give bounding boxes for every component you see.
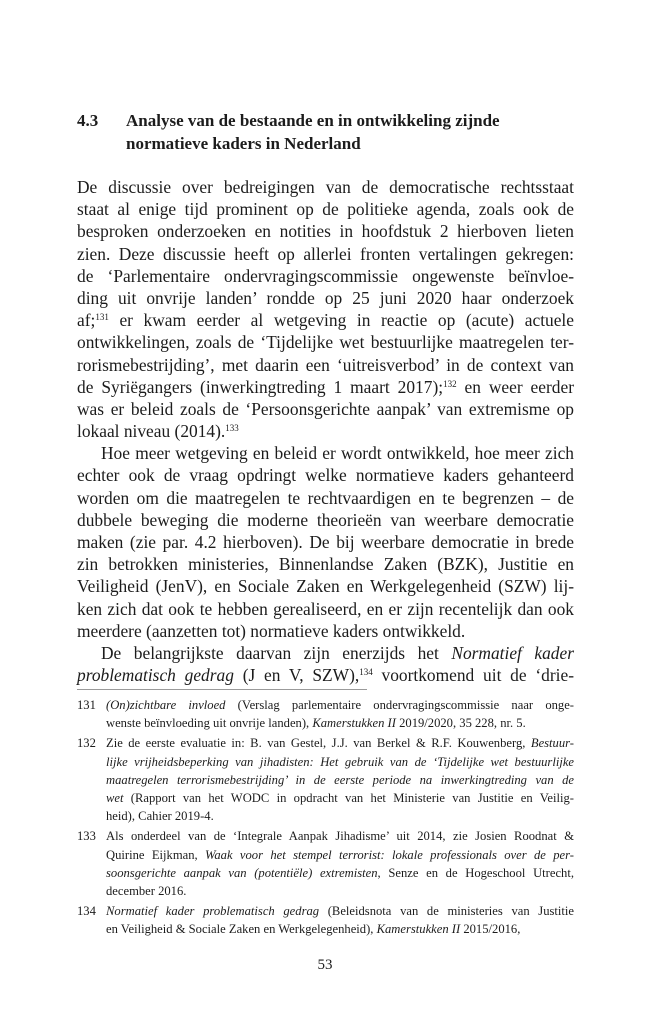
footnote-reference[interactable]: 131 (95, 312, 109, 323)
paragraph-line: staat al enige tijd prominent op de politieke agenda, zoals ook de (77, 199, 574, 220)
footnote-number: 132 (77, 736, 96, 751)
italic-title: Waak voor het stempel terrorist: lokale professionals over de per- (205, 847, 574, 862)
footnote-line (106, 714, 574, 732)
footnote-line (106, 864, 574, 882)
section-title-line: normatieve kaders in Nederland (126, 134, 361, 153)
text-run: er kwam eerder al wetgeving in reactie op (acute) actuele (108, 310, 574, 331)
italic-title: wet (106, 790, 124, 805)
paragraph-line: de ‘Parlementaire ondervragingscommissie ongewenste beïnvloe- (77, 265, 574, 286)
text-run: (Verslag parlementaire ondervragingscommissie naar onge- (225, 698, 574, 712)
text-run: (J en V, SZW), (233, 665, 360, 686)
text-run: (Rapport van het WODC in opdracht van het Ministerie van Justitie en Veilig- (123, 790, 574, 805)
paragraph-3 (77, 642, 574, 686)
page-number: 53 (317, 957, 333, 973)
text-run: De belangrijkste daarvan zijn enerzijds het (101, 642, 452, 663)
paragraph-2 (77, 442, 574, 642)
footnote-line (106, 771, 574, 789)
footnote-line (106, 789, 574, 807)
body-text (77, 176, 574, 686)
footnote (77, 696, 574, 732)
text-run: en Veiligheid & Sociale Zaken en Werkgelegenheid), (106, 922, 377, 937)
paragraph-line (77, 420, 574, 442)
paragraph-line: worden om die maatregelen te rechtvaardigen en te begrenzen – de (77, 487, 574, 508)
footnote-reference[interactable]: 133 (225, 423, 239, 434)
footnote-line (106, 846, 574, 864)
text-run: Zie de eerste evaluatie in: B. van Gestel, J.J. van Berkel & R.F. Kouwenberg, (106, 736, 531, 751)
section-number: 4.3 (77, 111, 99, 130)
footnote-line (106, 753, 574, 771)
text-run: voortkomend uit de ‘drie- (372, 665, 574, 686)
footnote (77, 734, 574, 825)
paragraph-line: ontwikkelingen, zoals de ‘Tijdelijke wet bestuurlijke maatregelen ter- (77, 332, 574, 353)
italic-title: Normatief kader problematisch gedrag (106, 904, 320, 919)
paragraph-line: meerdere (aanzetten tot) normatieve kaders ontwikkeld. (77, 620, 466, 641)
paragraph-line: Veiligheid (JenV), en Sociale Zaken en Werkgelegenheid (SZW) lij- (77, 576, 574, 597)
paragraph-line: echter ook de vraag opdringt welke normatieve kaders gehanteerd (77, 465, 574, 486)
italic-title: Kamerstukken II (312, 716, 396, 731)
footnote (77, 827, 574, 900)
section-title-line: Analyse van de bestaande en in ontwikkeling zijnde (126, 111, 500, 130)
italic-title: (On)zichtbare invloed (106, 698, 226, 712)
footnote-line (106, 902, 574, 920)
paragraph-line: zien. Deze discussie heeft op allerlei fronten vertalingen gekregen: (77, 243, 574, 264)
italic-title: Bestuur- (530, 736, 574, 751)
text-run: , Senze en de Hogeschool Utrecht, (377, 865, 574, 880)
text-run: Als onderdeel van de ‘Integrale Aanpak Jihadisme’ uit 2014, zie Josien Roodnat & (106, 829, 574, 844)
text-run: Quirine Eijkman, (106, 847, 206, 862)
italic-title: maatregelen terrorismebestrijding’ in de eerste periode na inwerkingtreding van de (106, 772, 574, 787)
paragraph-line: rorismebestrijding’, met daarin een ‘uitreisverbod’ in de context van (77, 354, 574, 375)
footnotes (77, 696, 574, 940)
paragraph-line: De discussie over bedreigingen van de democratische rechtsstaat (77, 177, 574, 197)
footnote-number: 134 (77, 904, 96, 919)
footnote (77, 902, 574, 938)
text-run: 2015/2016, (460, 922, 521, 937)
text-run: heid), Cahier 2019-4. (106, 809, 214, 824)
footnote-reference[interactable]: 132 (443, 378, 457, 389)
footnote-reference[interactable]: 134 (359, 667, 373, 678)
footnote-line (106, 807, 574, 825)
paragraph-line: ding uit onvrije landen’ rondde op 25 juni 2020 haar onderzoek (77, 287, 574, 308)
paragraph-line (77, 642, 574, 664)
paragraph-line: besproken onderzoeken en notities in hoofdstuk 2 hierboven lieten (77, 221, 574, 242)
text-run: 2019/2020, 35 228, nr. 5. (395, 716, 526, 731)
italic-title: lijke vrijheidsbeperking van jihadisten: Het gebruik van de ‘Tijdelijke wet bestuurlijke (106, 754, 574, 769)
paragraph-line: maken (zie par. 4.2 hierboven). De bij weerbare democratie in brede (77, 532, 574, 552)
paragraph-line (77, 309, 574, 331)
footnote-line (106, 827, 574, 845)
footnote-line (106, 696, 574, 714)
section-title (126, 109, 576, 155)
text-run: (Beleidsnota van de ministeries van Justitie (319, 904, 574, 919)
paragraph-line: ken zich dat ook te hebben gerealiseerd, en er zijn recentelijk dan ook (77, 598, 574, 619)
footnote-line (106, 734, 574, 752)
footnote-line (106, 920, 574, 938)
text-run: wenste beïnvloeding uit onvrije landen), (106, 716, 313, 731)
paragraph-line: Hoe meer wetgeving en beleid er wordt ontwikkeld, hoe meer zich (101, 443, 574, 464)
footnote-separator (77, 689, 367, 690)
footnote-number: 133 (77, 829, 96, 844)
text-run: de Syriëgangers (inwerkingtreding 1 maart 2017); (77, 376, 444, 397)
italic-title: soonsgerichte aanpak van (potentiële) extremisten (106, 865, 378, 880)
italic-title: problematisch gedrag (77, 665, 234, 686)
paragraph-line: was er beleid zoals de ‘Persoonsgerichte aanpak’ van extremisme op (77, 398, 574, 419)
footnote-number: 131 (77, 698, 96, 712)
paragraph-line: dubbele beweging die moderne theorieën van weerbare democratie (77, 509, 574, 530)
paragraph-line (77, 664, 574, 686)
paragraph-line (77, 376, 574, 398)
text-run: december 2016. (106, 883, 187, 898)
text-run: en weer eerder (456, 376, 574, 397)
paragraph-1 (77, 176, 574, 442)
paragraph-line: zin betrokken ministeries, Binnenlandse Zaken (BZK), Justitie en (77, 554, 574, 575)
italic-title: Kamerstukken II (376, 922, 461, 937)
text-run: lokaal niveau (2014). (77, 421, 226, 442)
italic-title: Normatief kader (451, 642, 574, 663)
footnote-line (106, 882, 574, 900)
text-run: af; (77, 310, 96, 331)
